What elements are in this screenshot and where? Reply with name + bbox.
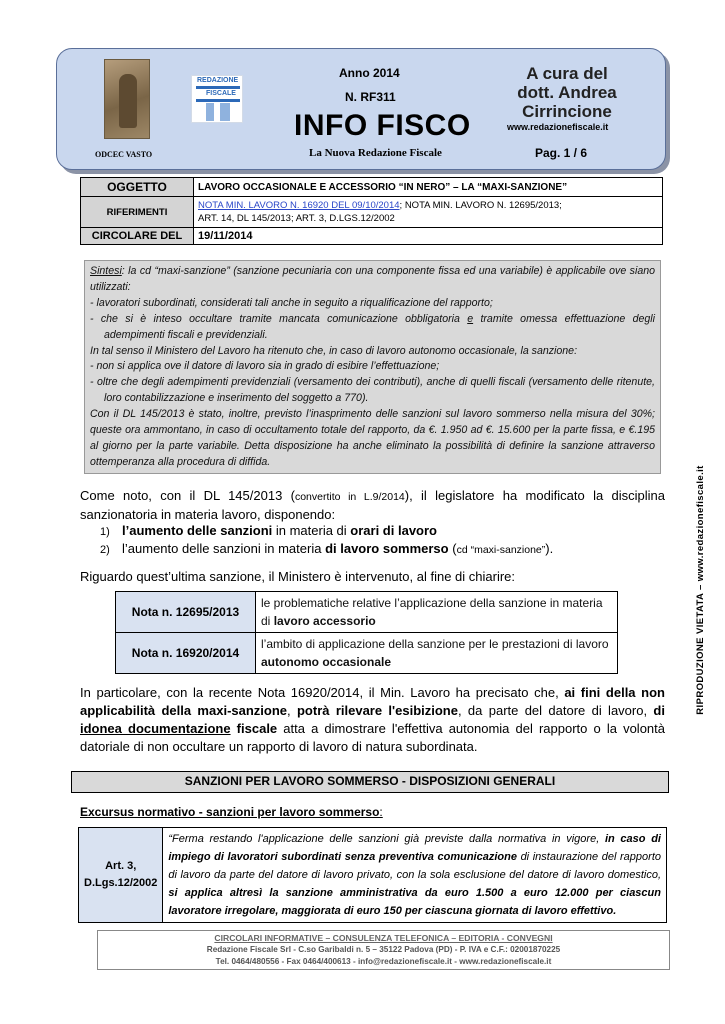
table-row [116,592,618,633]
side-copyright [690,425,712,755]
table-row [81,197,663,228]
publication-title: INFO FISCO [294,109,471,142]
nota-16920-link[interactable]: NOTA MIN. LAVORO N. 16920 DEL 09/10/2014 [198,200,400,211]
issue-number: N. RF311 [345,90,396,104]
body-paragraph-3: In particolare, con la recente Nota 16920/2014, il Min. Lavoro ha precisato che, ai fini della non applicabilità della maxi-sanzione, potrà rilevare l'esibizione, da parte del datore di lavoro, di idonea documentazione fiscale atta a dimostrare l'effettiva autonomia del rapporto o la volontà datoriale di non occultare un rapporto di lavoro di natura subordinata. [80,685,665,754]
circolare-label: CIRCOLARE DEL [81,228,194,245]
table-row [81,178,663,197]
author-credit-line2: dott. Andrea Cirrincione [517,83,617,121]
oggetto-label: OGGETTO [81,178,194,197]
list-item: 1) l’aumento delle sanzioni in materia di orari di lavoro [100,523,437,538]
nota-label: Nota n. 16920/2014 [116,633,256,674]
excursus-heading: Excursus normativo - sanzioni per lavoro sommerso: [80,805,383,819]
circolare-date: 19/11/2014 [194,228,663,245]
art-reference: Art. 3, D.Lgs.12/2002 [79,828,163,923]
logo-text-fiscale: FISCALE [206,90,236,97]
sintesi-box [84,260,661,474]
header-website: www.redazionefiscale.it [507,122,609,132]
table-row [116,633,618,674]
page-indicator: Pag. 1 / 6 [535,146,588,160]
nota-text: l’ambito di applicazione della sanzione per le prestazioni di lavoro autonomo occasionale [256,633,618,674]
sintesi-para3: Con il DL 145/2013 è stato, inoltre, previsto l’inasprimento delle sanzioni sul lavoro sommerso nella misura del 30%; queste ora ammontano, in caso di occultamento totale del rapporto, da €. 1.950 ad €. 15.600 per la parte fissa, e €.195 al giorno per la parte variabile. Detta disposizione ha anche eliminato la possibilità di definire la sanzione attraverso ottemperanza alla procedura di diffida. [90,408,655,468]
nota-label: Nota n. 12695/2013 [116,592,256,633]
issue-year: Anno 2014 [339,66,400,80]
sintesi-para2: In tal senso il Ministero del Lavoro ha ritenuto che, in caso di lavoro autonomo occasionale, la sanzione: [90,344,578,357]
art-text: “Ferma restando l'applicazione delle sanzioni già previste dalla normativa in vigore, in caso di impiego di lavoratori subordinati senza preventiva comunicazione di instaurazione del rapporto di lavoro da parte del datore di lavoro privato, con la sola esclusione del datore di lavoro domestico, si applica altresì la sanzione amministrativa da euro 1.500 a euro 12.000 per ciascun lavoratore irregolare, maggiorata di euro 150 per ciascuna giornata di lavoro effettivo. [163,828,667,923]
author-credit [477,64,657,121]
circular-meta-table [80,177,663,245]
oggetto-value: LAVORO OCCASIONALE E ACCESSORIO “IN NERO” – LA “MAXI-SANZIONE” [194,178,663,197]
list-item: - lavoratori subordinati, considerati tali anche in seguito a riqualificazione del rapporto; [90,296,493,309]
body-paragraph-2: Riguardo quest’ultima sanzione, il Ministero è intervenuto, al fine di chiarire: [80,569,515,584]
nota-text: le problematiche relative l’applicazione della sanzione in materia di lavoro accessorio [256,592,618,633]
side-copyright-text: RIPRODUZIONE VIETATA – www.redazionefiscale.it [695,465,706,715]
nota-table [115,591,618,674]
footer-contacts: Tel. 0464/480556 - Fax 0464/400613 - info@redazionefiscale.it - www.redazionefiscale.it [215,957,552,966]
riferimenti-rest2: ART. 14, DL 145/2013; ART. 3, D.LGS.12/2002 [198,213,395,224]
sintesi-label: Sintesi [90,265,122,277]
list-item: - oltre che degli adempimenti previdenziali (versamento dei contributi), anche di quelli fiscali (versamento delle ritenute, loro contabilizzazione e inserimento del soggetto a 770). [90,376,655,405]
redazione-fiscale-logo [191,75,243,123]
footer-address: Redazione Fiscale Srl - C.so Garibaldi n. 5 – 35122 Padova (PD) - P. IVA e C.F.: 02001870225 [206,945,561,954]
riferimenti-value [194,197,663,228]
list-item: 2) l’aumento delle sanzioni in materia di lavoro sommerso (cd “maxi-sanzione”). [100,541,554,556]
page-footer [97,930,670,970]
riferimenti-rest1: ; NOTA MIN. LAVORO N. 12695/2013; [399,200,562,211]
author-credit-line1: A cura del [526,64,608,83]
list-item: - che si è inteso occultare tramite mancata comunicazione obbligatoria e tramite omessa effettuazione degli adempimenti fiscali e previdenziali. [90,312,655,341]
section-heading: SANZIONI PER LAVORO SOMMERSO - DISPOSIZIONI GENERALI [71,771,669,793]
odcec-logo-image [104,59,150,139]
list-item: - non si applica ove il datore di lavoro sia in grado di esibire l’effettuazione; [90,360,440,373]
logo-text-redazione: REDAZIONE [197,77,239,84]
riferimenti-label: RIFERIMENTI [81,197,194,228]
table-row [81,228,663,245]
art3-table [78,827,667,923]
document-header [56,48,666,170]
odcec-caption: ODCEC VASTO [95,150,153,159]
publication-subtitle: La Nuova Redazione Fiscale [309,147,442,159]
footer-services: CIRCOLARI INFORMATIVE – CONSULENZA TELEFONICA – EDITORIA - CONVEGNI [214,933,553,943]
sintesi-intro: Sintesi: la cd “maxi-sanzione” (sanzione pecuniaria con una componente fissa ed una variabile) è applicabile ove siano utilizzati: [90,265,655,293]
table-row [79,828,667,923]
body-paragraph-1: Come noto, con il DL 145/2013 (convertito in L.9/2014), il legislatore ha modificato la disciplina sanzionatoria in materia lavoro, disponendo: [80,488,665,522]
